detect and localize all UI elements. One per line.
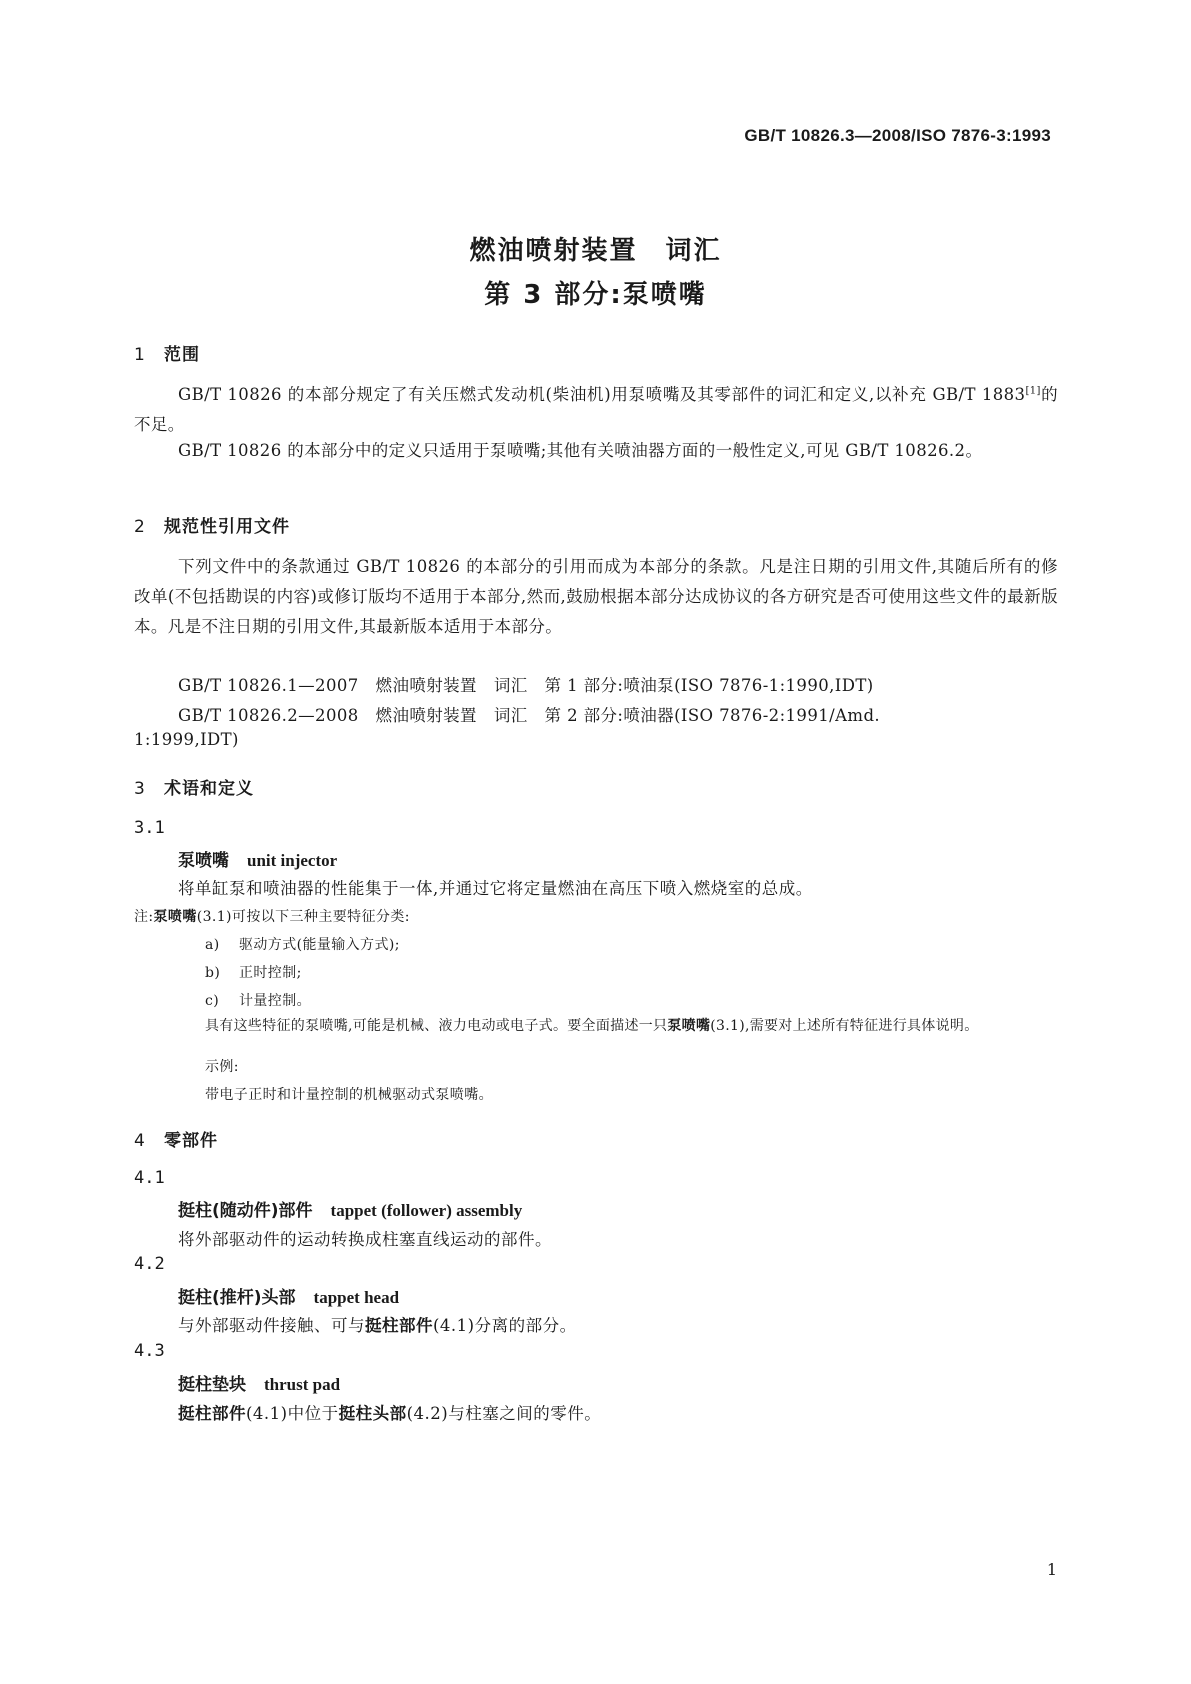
note-list-item [205, 962, 302, 982]
note [134, 906, 410, 926]
section-3-heading [134, 774, 254, 799]
section-4-number: 4 [134, 1131, 146, 1151]
references-paragraph: 下列文件中的条款通过 GB/T 10826 的本部分的引用而成为本部分的条款。凡是注日期的引用文件,其随后所有的修改单(不包括勘误的内容)或修订版均不适用于本部分,然而,鼓励根据本部分达成协议的各方研究是否可使用这些文件的最新版本。凡是不注日期的引用文件,其最新版本适用于本部分。 [134, 557, 1058, 636]
example-text: 带电子正时和计量控制的机械驱动式泵喷嘴。 [205, 1087, 493, 1103]
definition-term: 挺柱部件 [178, 1404, 246, 1423]
clause-3-1-definition: 将单缸泵和喷油器的性能集于一体,并通过它将定量燃油在高压下喷入燃烧室的总成。 [178, 879, 813, 898]
page-number: 1 [1046, 1560, 1057, 1579]
note-para-term: 泵喷嘴 [667, 1018, 711, 1034]
section-4-title: 零部件 [164, 1131, 218, 1151]
term-en: tappet head [313, 1288, 400, 1307]
clause-4-2-number: 4.2 [134, 1254, 165, 1274]
example-label: 示例: [205, 1059, 239, 1075]
list-marker: a) [205, 937, 220, 953]
scope-paragraph-2: GB/T 10826 的本部分中的定义只适用于泵喷嘴;其他有关喷油器方面的一般性定义,可见 GB/T 10826.2。 [178, 441, 983, 460]
section-2-number: 2 [134, 517, 146, 537]
note-term: 泵喷嘴 [153, 909, 197, 925]
note-para-text: 具有这些特征的泵喷嘴,可能是机械、液力电动或电子式。要全面描述一只 [205, 1018, 668, 1034]
term-zh: 挺柱(随动件)部件 [178, 1201, 313, 1221]
citation-ref: [1] [1025, 385, 1041, 397]
definition-text: (4.1)中位于 [246, 1404, 339, 1423]
clause-4-3-term [178, 1370, 340, 1395]
definition-text: 与外部驱动件接触、可与 [178, 1316, 365, 1335]
list-text: 驱动方式(能量输入方式); [239, 937, 400, 953]
term-en: unit injector [247, 851, 338, 870]
reference-item-2: GB/T 10826.2—2008 燃油喷射装置 词汇 第 2 部分:喷油器(ISO 7876-2:1991/Amd. [178, 706, 881, 725]
section-4-heading [134, 1126, 218, 1151]
definition-tail: (4.1)分离的部分。 [433, 1316, 577, 1335]
reference-item-1: GB/T 10826.1—2007 燃油喷射装置 词汇 第 1 部分:喷油泵(ISO 7876-1:1990,IDT) [178, 676, 874, 695]
definition-term: 挺柱头部 [338, 1404, 407, 1423]
clause-4-3-number: 4.3 [134, 1341, 165, 1361]
clause-4-1-term [178, 1196, 522, 1221]
list-marker: b) [205, 965, 221, 981]
clause-4-2-definition [178, 1312, 577, 1336]
clause-4-1-number: 4.1 [134, 1168, 165, 1188]
term-zh: 挺柱(推杆)头部 [178, 1288, 296, 1308]
clause-4-3-definition [178, 1400, 601, 1424]
standard-number-header: GB/T 10826.3—2008/ISO 7876-3:1993 [744, 126, 1051, 145]
section-3-title: 术语和定义 [164, 779, 254, 799]
note-list-item [205, 934, 400, 954]
document-subtitle: 第 3 部分:泵喷嘴 [484, 280, 707, 310]
definition-term: 挺柱部件 [365, 1316, 433, 1335]
note-paragraph [205, 1012, 1055, 1040]
scope-paragraph-1 [134, 380, 1058, 440]
section-1-title: 范围 [164, 345, 200, 365]
note-list-item [205, 990, 311, 1010]
section-2-title: 规范性引用文件 [164, 517, 290, 537]
section-1-heading [134, 340, 200, 365]
term-zh: 泵喷嘴 [178, 851, 229, 871]
scope-p1-text: GB/T 10826 的本部分规定了有关压燃式发动机(柴油机)用泵喷嘴及其零部件的词汇和定义,以补充 GB/T 1883 [178, 385, 1026, 404]
note-para-tail: (3.1),需要对上述所有特征进行具体说明。 [710, 1018, 979, 1034]
term-en: thrust pad [264, 1375, 341, 1394]
section-2-heading [134, 512, 290, 537]
reference-item-2-cont: 1:1999,IDT) [134, 730, 239, 749]
note-text: (3.1)可按以下三种主要特征分类: [196, 909, 410, 925]
note-prefix: 注: [134, 909, 154, 925]
section-1-number: 1 [134, 345, 146, 365]
document-title: 燃油喷射装置 词汇 [469, 236, 722, 266]
definition-tail: (4.2)与柱塞之间的零件。 [406, 1404, 602, 1423]
scope-p1-tail: 的不足。 [134, 385, 1058, 434]
list-marker: c) [205, 993, 220, 1009]
clause-3-1-number: 3.1 [134, 818, 165, 838]
section-3-number: 3 [134, 779, 146, 799]
clause-4-1-definition: 将外部驱动件的运动转换成柱塞直线运动的部件。 [178, 1230, 552, 1249]
list-text: 正时控制; [239, 965, 302, 981]
clause-3-1-term [178, 846, 337, 871]
clause-4-2-term [178, 1283, 399, 1308]
term-zh: 挺柱垫块 [178, 1375, 246, 1395]
list-text: 计量控制。 [239, 993, 311, 1009]
term-en: tappet (follower) assembly [330, 1201, 523, 1220]
